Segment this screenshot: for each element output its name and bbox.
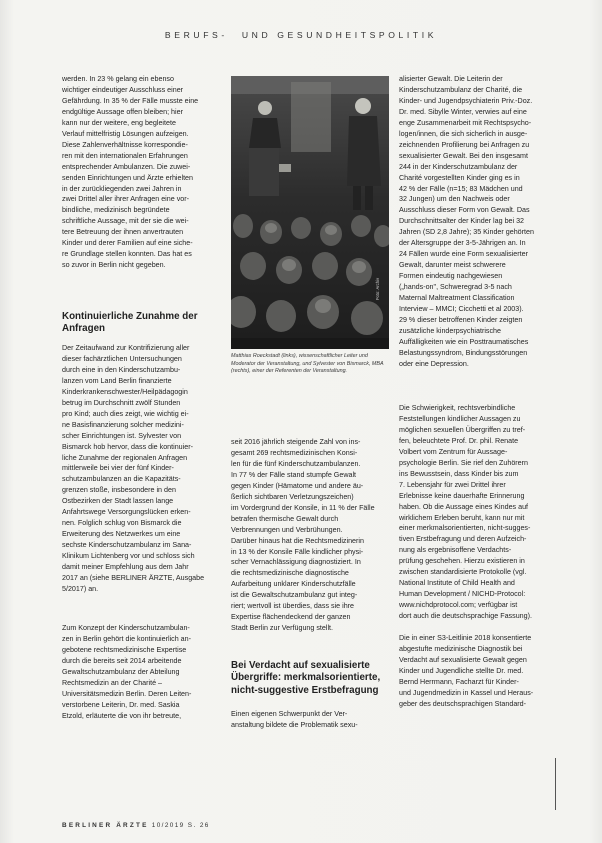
- text-line: zwei Drittel aller ihrer Anfragen eine vor-: [62, 195, 189, 204]
- text-line: („hands-on", Schweregrad 3-5 nach: [399, 283, 512, 292]
- text-line: dort auch die deutschsprachige Fassung).: [399, 612, 532, 621]
- text-line: In 77 % der Fälle stand stumpfe Gewalt: [231, 470, 357, 479]
- text-line: Human Development / NICHD-Protocol:: [399, 590, 526, 599]
- text-line: Verbrennungen und Verbrühungen.: [231, 525, 343, 534]
- text-line: Die in einer S3-Leitlinie 2018 konsentierte: [399, 634, 532, 642]
- text-line: psychologie Berlin. Sie rief den Zuhörern: [399, 458, 528, 467]
- text-line: nung als ergebnisoffene Verdachts-: [399, 546, 512, 555]
- text-line: tere Betreuung der ihnen anvertrauten: [62, 228, 184, 237]
- text-line: Formen eindeutig nachgewiesen: [399, 272, 503, 281]
- text-line: Kinderschutzambulanz der Charité, die: [399, 85, 523, 94]
- event-photo: [231, 76, 389, 349]
- text-line: ins Bewusstsein, dass Kinder bis zum: [399, 469, 519, 478]
- footer-issue: 10/2019 S. 26: [151, 822, 210, 829]
- text-line: wichtiger eindeutiger Ausschluss einer: [62, 85, 184, 94]
- text-line: pro Kind; auch dies zeigt, wie wichtig ei-: [62, 409, 189, 418]
- text-line: www.nichdprotocol.com; verfügbar ist: [399, 601, 518, 610]
- text-line: gebotene rechtsmedizinische Expertise: [62, 645, 187, 654]
- text-line: ßerlich sichtbaren Verletzungszeichen): [231, 492, 354, 501]
- text-line: seit 2016 jährlich steigende Zahl von ins-: [231, 438, 361, 446]
- section-header-right: UND GESUNDHEITSPOLITIK: [241, 30, 438, 40]
- column-right-part3: [399, 633, 559, 710]
- column-left-part2: [62, 343, 218, 595]
- text-line: Zum Konzept der Kinderschutzambulan-: [62, 624, 190, 632]
- subheading-continuous-increase: Kontinuierliche Zunahme der Anfragen: [62, 311, 198, 334]
- text-line: haben. Ob die Aussage eines Kindes auf: [399, 502, 529, 511]
- text-line: Klinikum Lichtenberg vor und schloss sich: [62, 552, 195, 561]
- text-line: kann nur der weitere, eng begleitete: [62, 118, 176, 127]
- text-line: Der Zeitaufwand zur Kontrifizierung aller: [62, 344, 190, 352]
- text-line: National Institute of Child Health and: [399, 579, 515, 588]
- text-line: 2017 an (siehe BERLINER ÄRZTE, Ausgabe: [62, 574, 205, 583]
- text-line: logen/innen, die sich sicherlich in ausge-: [399, 129, 528, 138]
- text-line: nen. Folglich schlug von Bismarck die: [62, 519, 182, 528]
- text-line: Erweiterung des Netzwerkes um eine: [62, 530, 181, 539]
- text-line: 32 Jungen) um den Nachweis oder: [399, 195, 510, 204]
- text-line: zwischen standardisierte Protokolle (vgl.: [399, 568, 527, 577]
- text-line: Bismarck hob hervor, dass die kontinuier-: [62, 442, 193, 451]
- text-line: geber des deutschsprachigen Standard-: [399, 699, 527, 708]
- column-left: [62, 74, 218, 271]
- text-line: Universitätsmedizin Berlin. Deren Leiten-: [62, 689, 192, 698]
- text-line: Etzold, erläuterte die von ihr betreute,: [62, 711, 182, 720]
- text-line: grenzen stoße, insbesondere in den: [62, 486, 176, 495]
- section-header-left: BERUFS-: [164, 30, 228, 40]
- text-line: Jahren (SD 2,8 Jahre); 35 Kinder gehörten: [399, 228, 534, 237]
- text-line: Erlebnisse keine dauerhafte Erinnerung: [399, 491, 525, 500]
- text-line: 7. Lebensjahr für zwei Drittel ihrer: [399, 480, 506, 489]
- text-line: senden Einrichtungen und Ärzte erhielten: [62, 173, 194, 182]
- text-line: entsprechender Ambulanzen. Die zuwei-: [62, 162, 191, 171]
- text-line: Charité vorgestellten Kinder ging es in: [399, 173, 520, 182]
- text-line: 42 % der Fälle (n=15; 83 Mädchen und: [399, 184, 523, 193]
- text-line: Verdacht auf sexualisierte Gewalt gegen: [399, 655, 527, 664]
- page-curl-edge: [555, 758, 556, 810]
- text-line: dieser fachärztlichen Untersuchungen: [62, 354, 182, 363]
- text-line: ist die Gewaltschutzambulanz gut integ-: [231, 591, 358, 600]
- text-line: verstorbene Leiterin, Dr. med. Saskia: [62, 700, 180, 709]
- text-line: Feststellungen kindlicher Aussagen zu: [399, 414, 521, 423]
- text-line: Interview – MMCI; Cicchetti et al 2003).: [399, 305, 524, 314]
- text-line: lanzen vom Land Berlin finanzierte: [62, 376, 172, 385]
- text-line: in der zurückliegenden zwei Jahren in: [62, 184, 182, 193]
- text-line: mittlerweile bei vier der fünf Kinder-: [62, 464, 174, 473]
- text-line: möglichen sexuellen Übergriffen zu tref-: [399, 425, 526, 434]
- column-middle-part2: [231, 709, 391, 731]
- text-line: 5/2017) an.: [62, 584, 99, 593]
- text-line: Rechtsmedizin an der Charité –: [62, 678, 163, 687]
- text-line: gegen Kinder (Hämatome und andere äu-: [231, 481, 364, 490]
- text-line: Einen eigenen Schwerpunkt der Ver-: [231, 710, 348, 718]
- text-line: ren mit den internationalen Erfahrungen: [62, 151, 188, 160]
- text-line: im Vordergrund der Konsile, in 11 % der Fälle: [231, 503, 375, 512]
- text-line: Stadt Berlin zur Verfügung stellt.: [231, 624, 334, 633]
- text-line: Aufarbeitung unklarer Kinderschutzfälle: [231, 580, 356, 589]
- text-line: Gewaltschutzambulanz der Abteilung: [62, 667, 180, 676]
- column-right: [399, 74, 559, 370]
- text-line: tiven Erstbefragung und deren Aufzeich-: [399, 535, 527, 544]
- text-line: Darüber hinaus hat die Rechtsmedizinerin: [231, 536, 364, 545]
- text-line: scher Einrichtungen ist. Sylvester von: [62, 431, 182, 440]
- text-line: 24 Fällen wurde eine Form sexualisierter: [399, 250, 528, 259]
- text-line: der Altersgruppe der 3-5-Jährigen an. In: [399, 239, 526, 248]
- text-line: Kinder- und Jugendpsychiaterin Priv.-Doz.: [399, 96, 533, 105]
- text-line: Kinderkrankenschwester/Heilpädagogin: [62, 387, 188, 396]
- text-line: Gewalt, darunter meist schwerere: [399, 261, 506, 270]
- text-line: riert; wertvoll ist überdies, dass sie ihre: [231, 602, 355, 611]
- text-line: Anfahrtswege Versorgungslücken erken-: [62, 508, 191, 517]
- text-line: alisierter Gewalt. Die Leiterin der: [399, 75, 503, 83]
- subheading-sexualized-violence: Bei Verdacht auf sexualisierte Übergriffe: merkmalsorientierte, nicht-suggestive Erstbefragung: [231, 660, 381, 696]
- footer-magazine: BERLINER ÄRZTE: [62, 822, 149, 829]
- text-line: durch eine in den Kinderschutzambu-: [62, 365, 181, 374]
- text-line: in 13 % der Konsile Fälle kindlicher physi-: [231, 547, 364, 556]
- text-line: Gefährdung. In 35 % der Fälle musste eine: [62, 96, 199, 105]
- text-line: Durchschnittsalter der Kinder lag bei 32: [399, 217, 525, 226]
- text-line: len für die fünf Kinderschutzambulanzen.: [231, 459, 361, 468]
- text-line: Kinder und derer Familien auf eine siche-: [62, 239, 193, 248]
- text-line: abgestufte medizinische Diagnostik bei: [399, 644, 523, 653]
- text-line: Dr. med. Sibylle Winter, verwies auf eine: [399, 107, 527, 116]
- text-line: sechste Kinderschutzambulanz im Sana-: [62, 541, 192, 550]
- text-line: Expertise flächendeckend der ganzen: [231, 613, 351, 622]
- text-line: so zuvor in Berlin nicht gegeben.: [62, 261, 166, 270]
- text-line: bindliche, medizinisch begründete: [62, 206, 170, 215]
- column-middle: [231, 437, 391, 634]
- text-line: enge Zusammenarbeit mit Rechtspsycho-: [399, 118, 532, 127]
- text-line: prüfung geschehen. Hierzu existieren in: [399, 557, 525, 566]
- text-line: scher Vernachlässigung diagnostiziert. In: [231, 558, 361, 567]
- page-footer: [62, 822, 210, 829]
- text-line: endgültige Aussage offen bleiben; hier: [62, 107, 183, 116]
- text-line: zeichnenden Profilierung bei Anfragen zu: [399, 140, 530, 149]
- text-line: Kinder und Jugendliche stellte Dr. med.: [399, 666, 524, 675]
- text-line: anstaltung bildete die Problematik sexu-: [231, 720, 358, 729]
- text-line: durch die bereits seit 2014 arbeitende: [62, 656, 182, 665]
- text-line: 29 % dieser betroffenen Kinder zeigten: [399, 315, 523, 324]
- text-line: Die Schwierigkeit, rechtsverbindliche: [399, 404, 516, 412]
- text-line: 244 in der Kinderschutzambulanz der: [399, 162, 518, 171]
- text-line: re Grundlage stellen konnten. Das hat es: [62, 250, 192, 259]
- text-line: Belastungssyndrom, Bindungsstörungen: [399, 348, 528, 357]
- text-line: betrug im Durchschnitt zwölf Stunden: [62, 398, 181, 407]
- text-line: Volbert vom Zentrum für Aussage-: [399, 447, 508, 456]
- text-line: damit meiner Empfehlung aus dem Jahr: [62, 563, 189, 572]
- photo-credit: Foto: Archiv: [375, 277, 380, 300]
- text-line: zen in Berlin gehört die kontinuierlich an-: [62, 634, 192, 643]
- text-line: gesamt 269 rechtsmedizinischen Konsi-: [231, 448, 358, 457]
- column-left-part3: [62, 623, 218, 722]
- text-line: Maternal Maltreatment Classification: [399, 294, 515, 303]
- text-line: die rechtsmedizinische diagnostische: [231, 569, 349, 578]
- text-line: werden. In 23 % gelang ein ebenso: [62, 75, 174, 83]
- text-line: Verlauf mittelfristig Lösungen aufzeigen.: [62, 129, 189, 138]
- text-line: zusätzliche kinderpsychiatrische: [399, 326, 501, 335]
- text-line: wirklichem Erleben beruht, kann nur mit: [399, 513, 525, 522]
- text-line: einer merkmalsorientierten, nicht-sugges-: [399, 524, 531, 533]
- text-line: Ausschluss dieser Form von Gewalt. Das: [399, 206, 530, 215]
- text-line: ne Basisfinanzierung solcher medizini-: [62, 420, 184, 429]
- photo-caption: Matthias Roeckstadt (links), wissenschaftlicher Leiter und Moderator der Veranstaltung, und Sylvester von Bismarck, MBA (rechts), einer der Referenten der Veranstaltung.: [231, 353, 384, 375]
- text-line: Bernd Herrmann, Facharzt für Kinder-: [399, 677, 519, 686]
- event-photo-image: [231, 76, 389, 349]
- text-line: schriftliche Aussage, mit der sie die wei-: [62, 217, 189, 226]
- text-line: und Jugendmedizin in Kassel und Heraus-: [399, 688, 534, 697]
- text-line: liche Zunahme der regionalen Anfragen: [62, 453, 188, 462]
- text-line: Auffälligkeiten wie ein Posttraumatisches: [399, 337, 529, 346]
- text-line: schutzambulanzen an die Kapazitäts-: [62, 475, 181, 484]
- text-line: fen, beleuchtete Prof. Dr. phil. Renate: [399, 436, 519, 445]
- column-right-part2: [399, 403, 559, 622]
- text-line: Diese Zahlenverhältnisse korrespondie-: [62, 140, 188, 149]
- text-line: Ostbezirken der Stadt lassen lange: [62, 497, 174, 506]
- text-line: oder eine Depression.: [399, 359, 469, 368]
- text-line: betrafen thermische Gewalt durch: [231, 514, 339, 523]
- text-line: sexualisierter Gewalt. Bei den insgesamt: [399, 151, 528, 160]
- section-header: [0, 30, 602, 40]
